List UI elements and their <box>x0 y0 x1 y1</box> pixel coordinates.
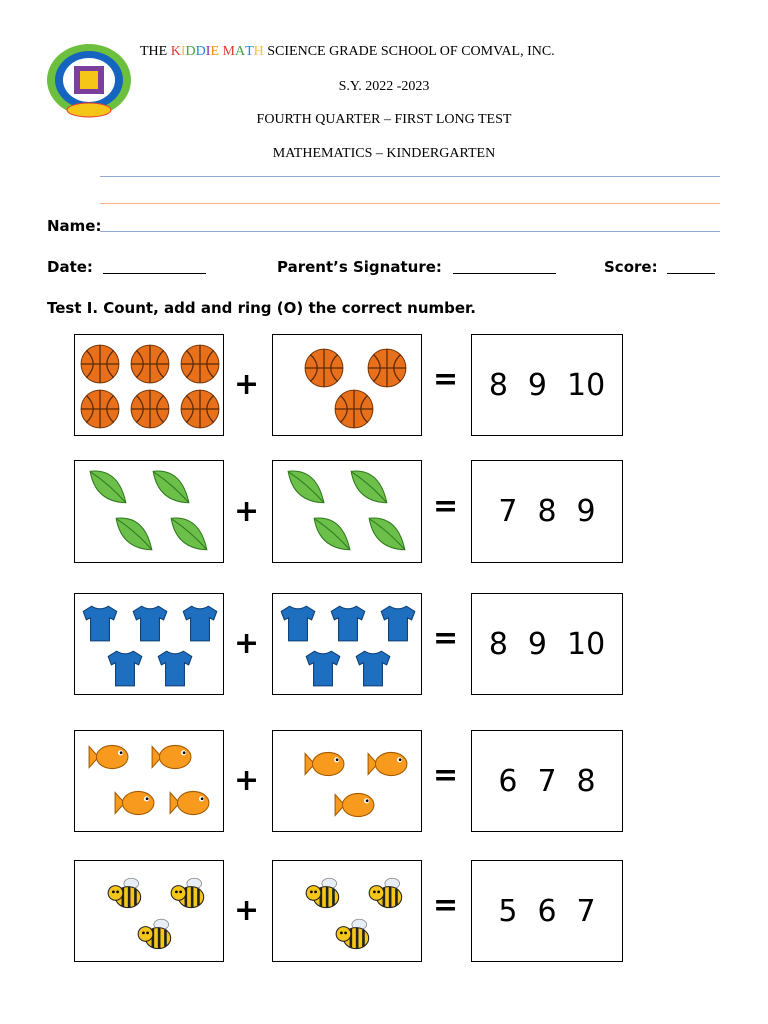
fish-icon <box>113 782 155 828</box>
shirt-icon <box>327 602 369 648</box>
basketball-icon <box>129 343 171 389</box>
answer-choice[interactable]: 9 <box>527 367 547 403</box>
addend-box-right <box>272 730 422 832</box>
leaf-icon <box>87 466 129 512</box>
fish-icon <box>303 743 345 789</box>
equals-sign: = <box>433 621 459 656</box>
test-instruction <box>47 299 476 317</box>
signature-label: Parent’s Signature: <box>277 258 442 276</box>
header-rule-orange <box>100 203 720 204</box>
shirt-icon <box>302 647 344 693</box>
signature-field[interactable] <box>453 273 556 274</box>
addend-box-right <box>272 860 422 962</box>
answer-choices-box <box>471 460 623 563</box>
bee-icon <box>366 873 408 919</box>
basketball-icon <box>303 347 345 393</box>
shirt-icon <box>277 602 319 648</box>
basketball-icon <box>179 343 221 389</box>
basketball-icon <box>129 388 171 434</box>
leaf-icon <box>150 466 192 512</box>
school-name-part: M <box>222 44 235 59</box>
addend-box-left <box>74 860 224 962</box>
subject-title: MATHEMATICS – KINDERGARTEN <box>272 146 496 161</box>
bee-icon <box>135 914 177 960</box>
answer-choices-box <box>471 860 623 962</box>
addend-box-right <box>272 460 422 563</box>
shirt-icon <box>352 647 394 693</box>
plus-sign: + <box>234 493 260 529</box>
answer-choice[interactable]: 7 <box>498 494 518 529</box>
addend-box-left <box>74 460 224 563</box>
answer-choice[interactable]: 10 <box>567 367 606 403</box>
addend-box-right <box>272 334 422 436</box>
addend-box-left <box>74 730 224 832</box>
shirt-icon <box>179 602 221 648</box>
addend-box-right <box>272 593 422 695</box>
leaf-icon <box>113 513 155 559</box>
test-instruction-prefix: Test I <box>47 299 93 317</box>
plus-sign: + <box>234 367 260 402</box>
answer-choice[interactable]: 8 <box>537 494 557 529</box>
addend-box-left <box>74 334 224 436</box>
school-name-part: A <box>234 44 246 59</box>
answer-choice[interactable]: 6 <box>537 893 557 929</box>
answer-choice[interactable]: 9 <box>576 494 596 529</box>
shirt-icon <box>104 647 146 693</box>
school-name <box>140 44 555 60</box>
answer-choice[interactable]: 8 <box>576 763 596 799</box>
school-name-part: E <box>210 44 219 59</box>
school-name-part: D <box>185 44 196 59</box>
name-field[interactable] <box>100 231 720 232</box>
shirt-icon <box>154 647 196 693</box>
equals-sign: = <box>433 888 459 923</box>
answer-choice[interactable]: 7 <box>576 893 596 929</box>
answer-choices-box <box>471 730 623 832</box>
basketball-icon <box>333 388 375 434</box>
answer-choice[interactable]: 10 <box>567 626 606 662</box>
school-name-part: THE <box>140 44 171 59</box>
fish-icon <box>333 784 375 830</box>
school-name-part: I <box>205 44 211 59</box>
leaf-icon <box>311 513 353 559</box>
bee-icon <box>303 873 345 919</box>
school-name-part: K <box>170 44 181 59</box>
equals-sign: = <box>433 758 459 793</box>
equals-sign: = <box>433 488 459 524</box>
bee-icon <box>105 873 147 919</box>
equals-sign: = <box>433 362 459 397</box>
fish-icon <box>366 743 408 789</box>
answer-choice[interactable]: 8 <box>488 626 508 662</box>
plus-sign: + <box>234 893 260 928</box>
leaf-icon <box>348 466 390 512</box>
school-name-part: I <box>180 44 186 59</box>
answer-choice[interactable]: 7 <box>537 763 557 799</box>
basketball-icon <box>79 388 121 434</box>
answer-choice[interactable]: 5 <box>498 893 518 929</box>
addend-box-left <box>74 593 224 695</box>
test-instruction-text: . Count, add and ring (O) the correct number. <box>92 299 476 317</box>
school-name-part: T <box>245 44 254 59</box>
school-name-part: D <box>195 44 206 59</box>
answer-choices-box <box>471 334 623 436</box>
school-name-part: SCIENCE GRADE SCHOOL OF COMVAL, INC. <box>263 44 555 59</box>
leaf-icon <box>168 513 210 559</box>
fish-icon <box>150 736 192 782</box>
plus-sign: + <box>234 763 260 798</box>
basketball-icon <box>179 388 221 434</box>
score-field[interactable] <box>667 273 715 274</box>
test-title: FOURTH QUARTER – FIRST LONG TEST <box>256 112 512 127</box>
fish-icon <box>87 736 129 782</box>
bee-icon <box>333 914 375 960</box>
plus-sign: + <box>234 626 260 661</box>
fish-icon <box>168 782 210 828</box>
basketball-icon <box>79 343 121 389</box>
shirt-icon <box>129 602 171 648</box>
leaf-icon <box>285 466 327 512</box>
answer-choices-box <box>471 593 623 695</box>
answer-choice[interactable]: 8 <box>488 367 508 403</box>
name-label: Name: <box>47 217 102 235</box>
school-year: S.Y. 2022 -2023 <box>338 79 430 94</box>
date-field[interactable] <box>103 273 206 274</box>
leaf-icon <box>366 513 408 559</box>
header-rule-blue <box>100 176 720 177</box>
answer-choice[interactable]: 9 <box>527 626 547 662</box>
school-name-part: H <box>253 44 264 59</box>
shirt-icon <box>377 602 419 648</box>
score-label: Score: <box>604 258 658 276</box>
basketball-icon <box>366 347 408 393</box>
date-label: Date: <box>47 258 93 276</box>
bee-icon <box>168 873 210 919</box>
answer-choice[interactable]: 6 <box>498 763 518 799</box>
shirt-icon <box>79 602 121 648</box>
